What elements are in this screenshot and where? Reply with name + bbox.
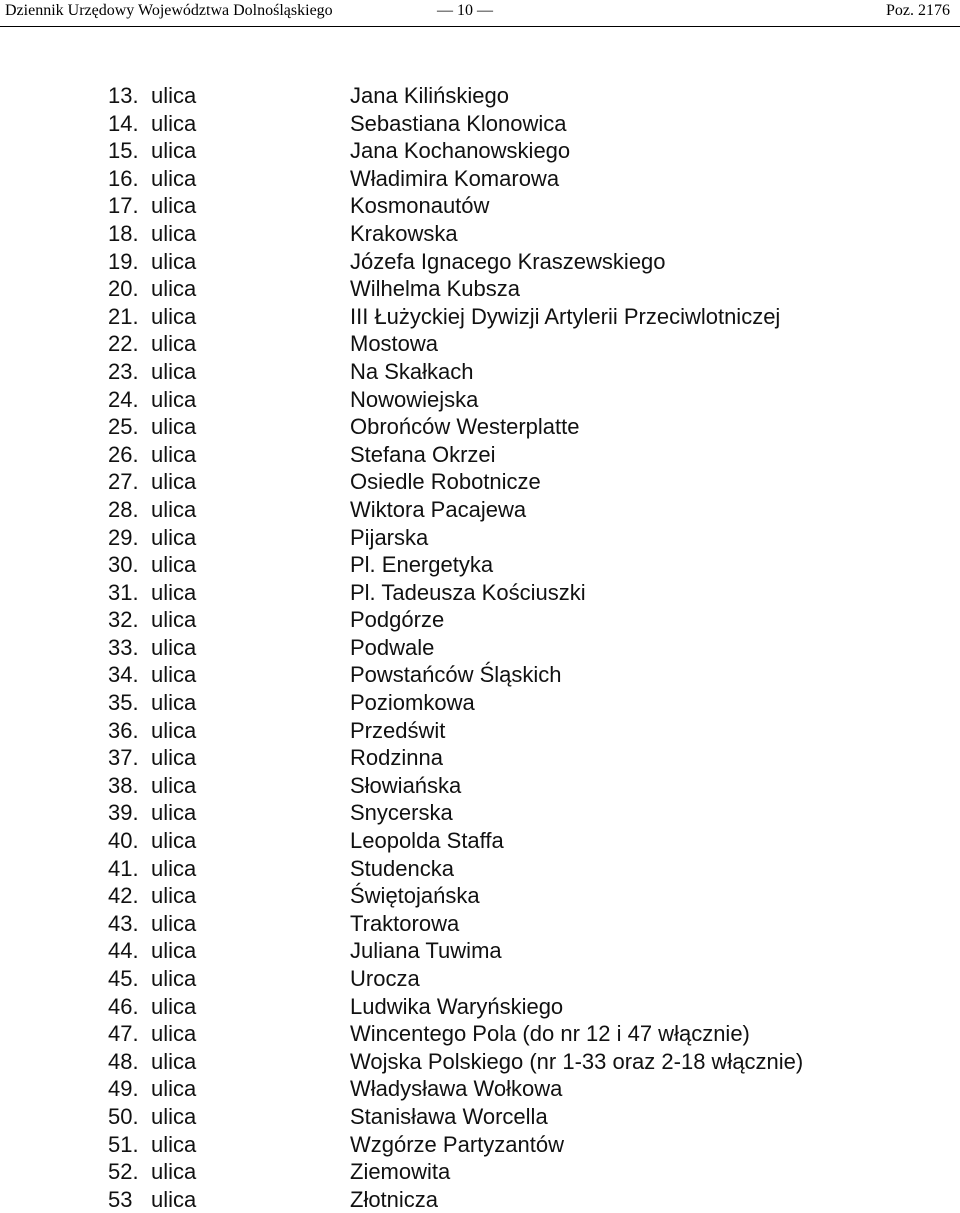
street-type: ulica	[151, 524, 197, 550]
street-name: Wzgórze Partyzantów	[350, 1131, 564, 1157]
street-type: ulica	[151, 717, 197, 743]
street-row	[0, 82, 960, 110]
street-type: ulica	[151, 745, 197, 771]
street-number: 20.	[108, 276, 139, 302]
street-name: Pijarska	[350, 524, 429, 550]
page-header	[0, 0, 960, 27]
street-type: ulica	[151, 607, 197, 633]
street-number: 16.	[108, 165, 139, 191]
street-name: Ziemowita	[350, 1159, 451, 1185]
street-name: Władimira Komarowa	[350, 165, 560, 191]
street-type: ulica	[151, 303, 197, 329]
street-type: ulica	[151, 828, 197, 854]
street-name: Wojska Polskiego (nr 1-33 oraz 2-18 włącznie)	[350, 1048, 804, 1074]
street-row	[0, 937, 960, 965]
street-number: 52.	[108, 1159, 139, 1185]
street-number: 35.	[108, 690, 139, 716]
street-type: ulica	[151, 1021, 197, 1047]
street-row	[0, 137, 960, 165]
street-name: Rodzinna	[350, 745, 443, 771]
street-name: Sebastiana Klonowica	[350, 110, 567, 136]
street-name: Poziomkowa	[350, 690, 475, 716]
street-type: ulica	[151, 910, 197, 936]
street-name: Józefa Ignacego Kraszewskiego	[350, 248, 666, 274]
street-number: 30.	[108, 552, 139, 578]
street-type: ulica	[151, 634, 197, 660]
street-number: 37.	[108, 745, 139, 771]
street-type: ulica	[151, 662, 197, 688]
street-name: Pl. Energetyka	[350, 552, 494, 578]
street-type: ulica	[151, 441, 197, 467]
street-row	[0, 606, 960, 634]
street-row	[0, 468, 960, 496]
street-name: Stanisława Worcella	[350, 1103, 548, 1129]
position-number: Poz. 2176	[886, 2, 950, 19]
street-name: Słowiańska	[350, 772, 462, 798]
street-type: ulica	[151, 276, 197, 302]
street-number: 47.	[108, 1021, 139, 1047]
street-row	[0, 1048, 960, 1076]
street-name: Na Skałkach	[350, 358, 474, 384]
street-type: ulica	[151, 552, 197, 578]
street-name: Wilhelma Kubsza	[350, 276, 520, 302]
street-row	[0, 579, 960, 607]
street-type: ulica	[151, 193, 197, 219]
street-type: ulica	[151, 414, 197, 440]
street-type: ulica	[151, 386, 197, 412]
street-type: ulica	[151, 690, 197, 716]
street-name: Przedświt	[350, 717, 446, 743]
street-row	[0, 524, 960, 552]
street-number: 28.	[108, 496, 139, 522]
street-name: Jana Kilińskiego	[350, 83, 509, 108]
street-name: Podwale	[350, 634, 435, 660]
street-row	[0, 965, 960, 993]
street-number: 19.	[108, 248, 139, 274]
street-name: Snycerska	[350, 800, 453, 826]
street-number: 45.	[108, 966, 139, 991]
street-type: ulica	[151, 83, 197, 108]
street-row	[0, 413, 960, 441]
street-row	[0, 689, 960, 717]
street-name: Podgórze	[350, 607, 445, 633]
street-number: 17.	[108, 193, 139, 219]
street-row	[0, 330, 960, 358]
street-row	[0, 661, 960, 689]
street-row	[0, 551, 960, 579]
street-type: ulica	[151, 1048, 197, 1074]
street-row	[0, 827, 960, 855]
street-row	[0, 1020, 960, 1048]
street-row	[0, 717, 960, 745]
street-type: ulica	[151, 1076, 197, 1102]
street-type: ulica	[151, 165, 197, 191]
street-type: ulica	[151, 1186, 197, 1212]
street-type: ulica	[151, 772, 197, 798]
street-type: ulica	[151, 993, 197, 1019]
street-row	[0, 441, 960, 469]
street-row	[0, 634, 960, 662]
street-type: ulica	[151, 938, 197, 964]
street-number: 49.	[108, 1076, 139, 1102]
street-name: Obrońców Westerplatte	[350, 414, 580, 440]
street-number: 18.	[108, 220, 139, 246]
street-number: 39.	[108, 800, 139, 826]
street-type: ulica	[151, 331, 197, 357]
street-number: 13.	[108, 83, 139, 108]
street-number: 50.	[108, 1103, 139, 1129]
street-name: Władysława Wołkowa	[350, 1076, 563, 1102]
street-row	[0, 1186, 960, 1213]
street-name: Mostowa	[350, 331, 439, 357]
street-type: ulica	[151, 579, 197, 605]
street-row	[0, 1075, 960, 1103]
street-number: 51.	[108, 1131, 139, 1157]
street-name: Wincentego Pola (do nr 12 i 47 włącznie)	[350, 1021, 750, 1047]
street-number: 42.	[108, 883, 139, 909]
street-type: ulica	[151, 1103, 197, 1129]
street-type: ulica	[151, 855, 197, 881]
street-row	[0, 993, 960, 1021]
street-number: 36.	[108, 717, 139, 743]
street-number: 38.	[108, 772, 139, 798]
street-name: Kosmonautów	[350, 193, 490, 219]
street-name: III Łużyckiej Dywizji Artylerii Przeciwlotniczej	[350, 303, 781, 329]
street-number: 29.	[108, 524, 139, 550]
street-number: 34.	[108, 662, 139, 688]
street-type: ulica	[151, 883, 197, 909]
street-number: 24.	[108, 386, 139, 412]
street-name: Leopolda Staffa	[350, 828, 504, 854]
street-row	[0, 855, 960, 883]
street-row	[0, 910, 960, 938]
street-name: Urocza	[350, 966, 420, 991]
street-name: Traktorowa	[350, 910, 460, 936]
street-type: ulica	[151, 496, 197, 522]
street-row	[0, 799, 960, 827]
street-name: Stefana Okrzei	[350, 441, 496, 467]
street-type: ulica	[151, 248, 197, 274]
street-row	[0, 110, 960, 138]
street-row	[0, 165, 960, 193]
street-name: Powstańców Śląskich	[350, 662, 562, 688]
street-number: 32.	[108, 607, 139, 633]
street-type: ulica	[151, 1131, 197, 1157]
street-row	[0, 358, 960, 386]
street-type: ulica	[151, 358, 197, 384]
street-row	[0, 220, 960, 248]
street-name: Pl. Tadeusza Kościuszki	[350, 579, 586, 605]
street-number: 27.	[108, 469, 139, 495]
street-number: 33.	[108, 634, 139, 660]
street-row	[0, 1158, 960, 1186]
page-number: — 10 —	[437, 2, 493, 19]
street-name: Studencka	[350, 855, 454, 881]
street-type: ulica	[151, 138, 197, 164]
street-row	[0, 496, 960, 524]
street-number: 53	[108, 1186, 133, 1212]
street-name: Wiktora Pacajewa	[350, 496, 527, 522]
street-row	[0, 248, 960, 276]
street-type: ulica	[151, 800, 197, 826]
street-type: ulica	[151, 220, 197, 246]
street-number: 25.	[108, 414, 139, 440]
street-number: 21.	[108, 303, 139, 329]
street-row	[0, 1103, 960, 1131]
street-number: 23.	[108, 358, 139, 384]
street-row	[0, 192, 960, 220]
street-list	[0, 82, 960, 1213]
street-name: Złotnicza	[350, 1186, 439, 1212]
street-name: Ludwika Waryńskiego	[350, 993, 564, 1019]
street-number: 15.	[108, 138, 139, 164]
street-row	[0, 303, 960, 331]
street-row	[0, 772, 960, 800]
street-type: ulica	[151, 1159, 197, 1185]
street-number: 40.	[108, 828, 139, 854]
street-name: Osiedle Robotnicze	[350, 469, 541, 495]
street-type: ulica	[151, 110, 197, 136]
street-name: Krakowska	[350, 220, 458, 246]
street-number: 26.	[108, 441, 139, 467]
street-number: 46.	[108, 993, 139, 1019]
street-number: 48.	[108, 1048, 139, 1074]
street-name: Nowowiejska	[350, 386, 479, 412]
street-type: ulica	[151, 469, 197, 495]
street-row	[0, 882, 960, 910]
street-row	[0, 386, 960, 414]
street-name: Jana Kochanowskiego	[350, 138, 571, 164]
street-name: Juliana Tuwima	[350, 938, 502, 964]
street-row	[0, 275, 960, 303]
street-row	[0, 744, 960, 772]
street-type: ulica	[151, 966, 197, 991]
street-number: 14.	[108, 110, 139, 136]
street-number: 43.	[108, 910, 139, 936]
journal-title: Dziennik Urzędowy Województwa Dolnośląskiego	[5, 2, 333, 19]
street-number: 44.	[108, 938, 139, 964]
street-name: Świętojańska	[350, 883, 480, 909]
street-number: 22.	[108, 331, 139, 357]
street-number: 31.	[108, 579, 139, 605]
street-row	[0, 1131, 960, 1159]
street-number: 41.	[108, 855, 139, 881]
